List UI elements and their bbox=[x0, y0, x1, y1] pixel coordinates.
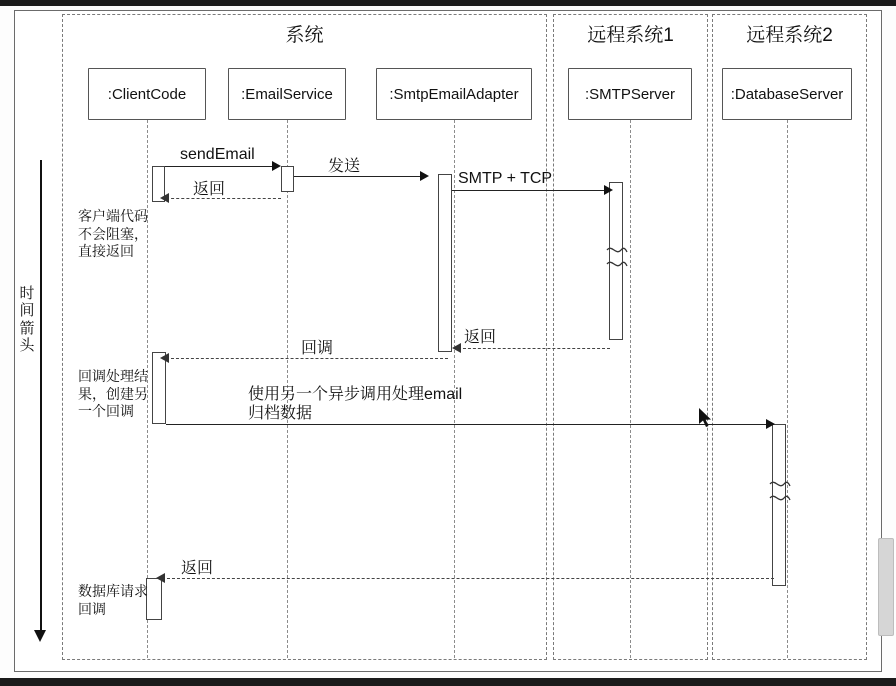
message-label-sendemail: sendEmail bbox=[180, 146, 255, 163]
message-arrow-return-from-database bbox=[156, 573, 165, 583]
time-axis-arrow bbox=[34, 630, 46, 642]
message-label-smtp-tcp: SMTP + TCP bbox=[458, 170, 553, 187]
message-arrow-callback bbox=[160, 353, 169, 363]
scrollbar-thumb[interactable] bbox=[878, 538, 894, 636]
message-label-callback: 回调 bbox=[301, 340, 334, 357]
databaseserver-duration-squiggle bbox=[769, 478, 791, 514]
smtpserver-duration-squiggle bbox=[606, 244, 628, 280]
message-line-async-archive bbox=[166, 424, 770, 425]
message-label-send: 发送 bbox=[328, 158, 361, 175]
participant-emailservice: :EmailService bbox=[228, 68, 346, 120]
video-frame-bottom-bar bbox=[0, 678, 896, 686]
group-remote-system-1-title: 远程系统1 bbox=[587, 25, 674, 46]
lifeline-databaseserver bbox=[787, 120, 788, 658]
note-callback-handling: 回调处理结果，创建另一个回调 bbox=[78, 368, 148, 419]
note-client-non-blocking: 客户端代码不会阻塞，直接返回 bbox=[78, 208, 148, 259]
message-arrow-async-archive bbox=[766, 419, 775, 429]
participant-smtpserver: :SMTPServer bbox=[568, 68, 692, 120]
message-line-send bbox=[294, 176, 424, 177]
activation-smtpemailadapter-1 bbox=[438, 174, 452, 352]
message-line-sendemail bbox=[165, 166, 277, 167]
message-line-smtp-tcp bbox=[452, 190, 608, 191]
activation-clientcode-3 bbox=[146, 578, 162, 620]
message-line-return-from-smtpserver bbox=[458, 348, 610, 349]
message-label-return-to-client: 返回 bbox=[193, 181, 226, 198]
message-line-callback bbox=[166, 358, 448, 359]
message-arrow-return-from-smtpserver bbox=[452, 343, 461, 353]
group-remote-system-2-title: 远程系统2 bbox=[746, 25, 833, 46]
message-label-return-from-database: 返回 bbox=[181, 560, 214, 577]
message-arrow-return-to-client bbox=[160, 193, 169, 203]
activation-emailservice-1 bbox=[281, 166, 294, 192]
message-label-return-from-smtpserver: 返回 bbox=[464, 329, 497, 346]
message-label-async-archive-line2: 归档数据 bbox=[248, 405, 313, 422]
video-frame-top-bar bbox=[0, 0, 896, 6]
message-arrow-smtp-tcp bbox=[604, 185, 613, 195]
group-system-title: 系统 bbox=[285, 25, 324, 46]
mouse-cursor bbox=[699, 408, 715, 430]
note-database-callback: 数据库请求回调 bbox=[78, 583, 148, 617]
time-axis-label: 时间箭头 bbox=[19, 285, 35, 354]
message-arrow-send bbox=[420, 171, 429, 181]
message-arrow-sendemail bbox=[272, 161, 281, 171]
message-line-return-from-database bbox=[162, 578, 774, 579]
participant-clientcode: :ClientCode bbox=[88, 68, 206, 120]
time-axis-line bbox=[40, 160, 42, 632]
participant-databaseserver: :DatabaseServer bbox=[722, 68, 852, 120]
participant-smtpemailadapter: :SmtpEmailAdapter bbox=[376, 68, 532, 120]
message-label-async-archive-line1: 使用另一个异步调用处理email bbox=[248, 386, 463, 403]
